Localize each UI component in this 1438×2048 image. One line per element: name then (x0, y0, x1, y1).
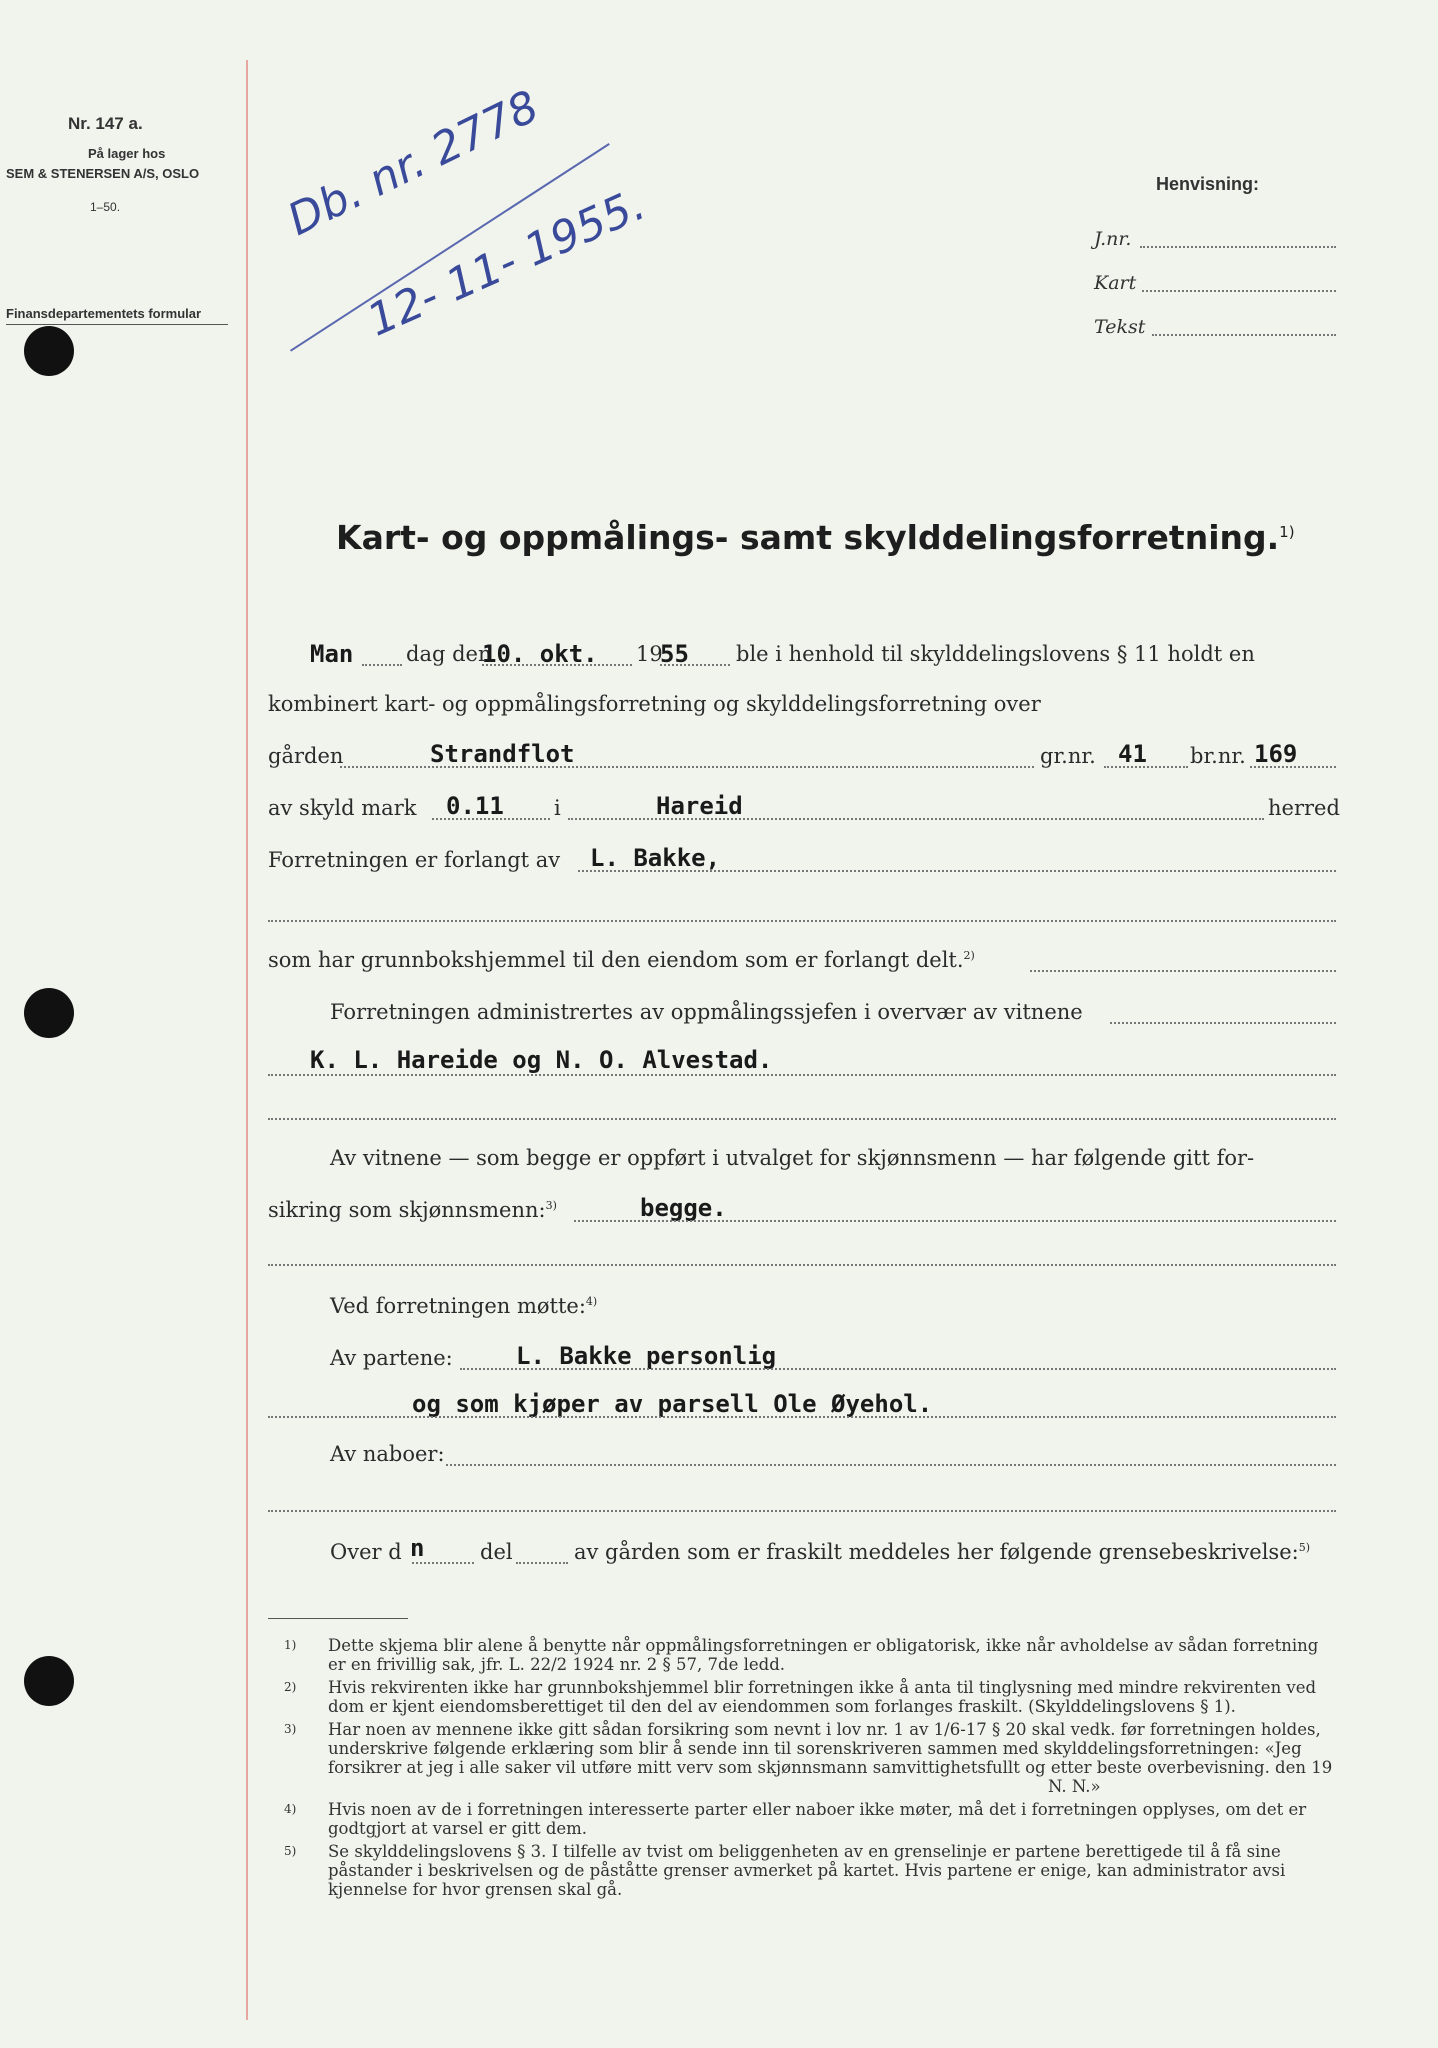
requested-value: L. Bakke, (590, 844, 721, 872)
grnr-label: gr.nr. (1040, 744, 1096, 768)
footnote-5 (284, 1842, 1338, 1899)
stock-line-2: SEM & STENERSEN A/S, OSLO (6, 166, 200, 181)
hjemmel-line (1030, 970, 1336, 972)
punch-hole-bottom (24, 1656, 74, 1706)
over-line (412, 1562, 474, 1564)
skyld-value: 0.11 (446, 792, 504, 820)
handwritten-annotation (280, 50, 660, 350)
ref-jnr-line (1140, 246, 1336, 248)
ministry-underline (6, 324, 228, 325)
parties-value-2: og som kjøper av parsell Ole Øyehol. (412, 1390, 933, 1418)
boundary-text (574, 1540, 1310, 1564)
footnote-4-num: 4) (284, 1802, 297, 1816)
witness-text-1: Av vitnene — som begge er oppført i utvalget for skjønnsmenn — har følgende gitt for- (330, 1146, 1255, 1170)
farm-line (340, 766, 1034, 768)
ref-kart-line (1142, 290, 1336, 292)
edition: 1–50. (90, 200, 121, 214)
admin-line (1110, 1022, 1336, 1024)
admin-text: Forretningen administrertes av oppmålingssjefen i overvær av vitnene (330, 1000, 1083, 1024)
footnote-3-text: Har noen av mennene ikke gitt sådan forsikring som nevnt i lov nr. 1 av 1/6-17 § 20 skal vedk. før forretningen holdes, underskrive følgende erklæring som blir å sende inn til sorenskriveren sammen med skylddelingsforretningen: «Jeg forsikrer at jeg i alle saker vil utføre mitt verv som skjønnsmann samvittighetsfullt og etter beste overbevisning. den 19 (328, 1720, 1333, 1777)
requested-line-2 (268, 920, 1336, 922)
year-line (660, 664, 730, 666)
ref-kart-label: Kart (1094, 272, 1137, 294)
herred-label: herred (1268, 796, 1340, 820)
footnote-1-text: Dette skjema blir alene å benytte når oppmålingsforretningen er obligatorisk, ikke når avholdelse av sådan forretning er en frivillig sak, jfr. L. 22/2 1924 nr. 2 § 57, 7de ledd. (328, 1636, 1319, 1674)
stock-line-1: På lager hos (88, 146, 166, 161)
attended-note: 4) (585, 1295, 598, 1308)
title-note: 1) (1279, 523, 1295, 541)
witnesses-line (268, 1074, 1336, 1076)
footnote-1-num: 1) (284, 1638, 297, 1652)
attended-text (330, 1294, 597, 1318)
parties-label: Av partene: (330, 1346, 453, 1370)
requested-label: Forretningen er forlangt av (268, 848, 561, 872)
witness-line (574, 1220, 1336, 1222)
neighbours-line (446, 1464, 1336, 1466)
witness-label: sikring som skjønnsmenn: (268, 1198, 546, 1222)
skyld-label: av skyld mark (268, 796, 417, 820)
day-prefix-value: Man (310, 640, 354, 668)
skyld-line (432, 818, 550, 820)
footnote-1 (284, 1636, 1338, 1674)
parties-value-1: L. Bakke personlig (516, 1342, 777, 1370)
witnesses-line-2 (268, 1118, 1336, 1120)
footnote-2 (284, 1678, 1338, 1716)
witnesses-value: K. L. Hareide og N. O. Alvestad. (310, 1046, 773, 1074)
herred-value: Hareid (656, 792, 743, 820)
ref-tekst-label: Tekst (1094, 316, 1146, 338)
footnote-5-text: Se skylddelingslovens § 3. I tilfelle av tvist om beliggenheten av en grenselinje er partene berettigede til å få sine påstander i beskrivelsen og de påståtte grenser avmerket på kartet. Hvis partene er enige, kan administrator avsi kjennelse for hvor grensen skal gå. (328, 1842, 1286, 1899)
date-value: 10. okt. (482, 640, 598, 668)
i-label: i (554, 796, 561, 820)
day-prefix-line (362, 664, 402, 666)
grnr-value: 41 (1118, 740, 1147, 768)
ref-jnr-label: J.nr. (1094, 228, 1132, 250)
hjemmel-label: som har grunnbokshjemmel til den eiendom som er forlangt delt. (268, 948, 964, 972)
grnr-line (1104, 766, 1188, 768)
boundary-label: av gården som er fraskilt meddeles her følgende grensebeskrivelse: (574, 1540, 1299, 1564)
del-label: del (480, 1540, 513, 1564)
hjemmel-note: 2) (963, 949, 975, 962)
boundary-note: 5) (1298, 1541, 1311, 1554)
punch-hole-top (24, 326, 74, 376)
margin-rule (246, 60, 248, 2020)
date-line (482, 664, 632, 666)
witness-text-2 (268, 1198, 557, 1222)
ministry-form: Finansdepartementets formular (6, 306, 202, 321)
punch-hole-middle (24, 988, 74, 1038)
handwritten-db-number: Db. nr. 2778 (280, 80, 547, 246)
hjemmel-text (268, 948, 975, 972)
attended-label: Ved forretningen møtte: (330, 1294, 586, 1318)
brnr-line (1250, 766, 1336, 768)
document-title (336, 518, 1295, 557)
herred-line (568, 818, 1264, 820)
neighbours-label: Av naboer: (330, 1442, 445, 1466)
witness-line-2 (268, 1264, 1336, 1266)
over-value: n (410, 1534, 425, 1562)
footnote-3 (284, 1720, 1338, 1777)
footnote-3-nn: N. N.» (1048, 1777, 1101, 1796)
year-prefix: 19 (636, 642, 663, 666)
farm-label: gården (268, 744, 344, 768)
footnote-3-num: 3) (284, 1722, 297, 1736)
footnote-3-signature (328, 1777, 1338, 1796)
ref-tekst-line (1152, 334, 1336, 336)
reference-heading: Henvisning: (1156, 174, 1260, 194)
handwritten-date: 12- 11- 1955. (360, 178, 653, 347)
brnr-label: br.nr. (1190, 744, 1246, 768)
parties-line (460, 1368, 1336, 1370)
line1-rest: ble i henhold til skylddelingslovens § 11 holdt en (736, 642, 1255, 666)
requested-line (578, 870, 1336, 872)
footnote-5-num: 5) (284, 1844, 297, 1858)
footnotes (284, 1636, 1338, 1899)
line2-text: kombinert kart- og oppmålingsforretning og skylddelingsforretning over (268, 692, 1041, 716)
neighbours-line-2 (268, 1510, 1336, 1512)
brnr-value: 169 (1254, 740, 1298, 768)
footnote-2-text: Hvis rekvirenten ikke har grunnbokshjemmel blir forretningen ikke å anta til tinglysning med mindre rekvirenten ved dom er kjent eiendomsberettiget til den del av eiendommen som forlanges fraskilt. (Skylddelingslovens § 1). (328, 1678, 1317, 1716)
witness-value: begge. (640, 1194, 727, 1222)
footnote-2-num: 2) (284, 1680, 297, 1694)
footnote-rule (268, 1618, 408, 1619)
over-prefix: Over d (330, 1540, 402, 1564)
title-text: Kart- og oppmålings- samt skylddelingsforretning. (336, 518, 1280, 557)
year-value: 55 (660, 640, 689, 668)
footnote-4 (284, 1800, 1338, 1838)
farm-value: Strandflot (430, 740, 575, 768)
witness-note: 3) (545, 1199, 557, 1212)
del-line (516, 1562, 568, 1564)
footnote-4-text: Hvis noen av de i forretningen interesserte parter eller naboer ikke møter, må det i forretningen opplyses, om det er godtgjort at varsel er gitt dem. (328, 1800, 1307, 1838)
parties-line-2 (268, 1416, 1336, 1418)
form-number: Nr. 147 a. (68, 114, 143, 133)
day-label: dag den (406, 642, 492, 666)
